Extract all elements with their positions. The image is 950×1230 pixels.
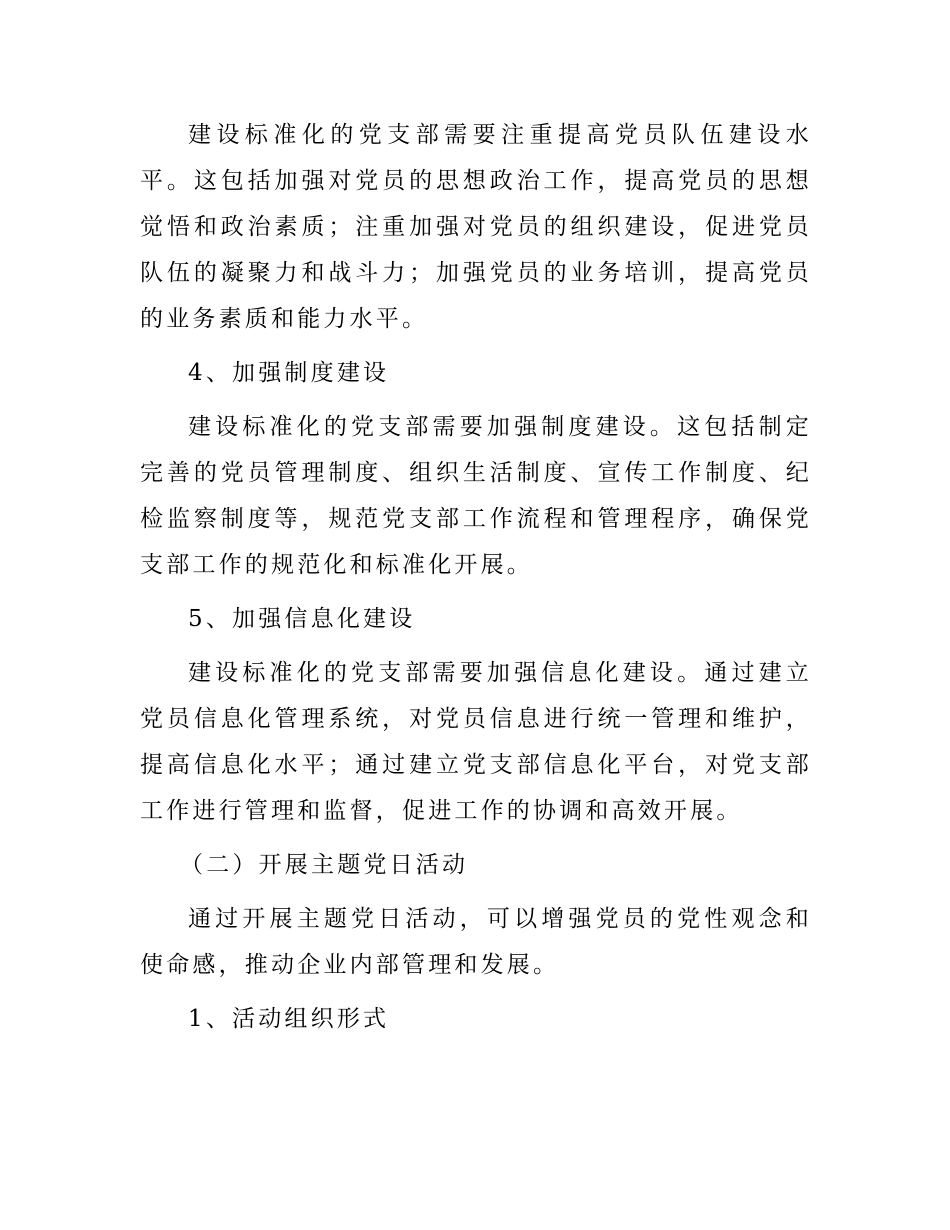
paragraph-team-building: 建设标准化的党支部需要注重提高党员队伍建设水平。这包括加强对党员的思想政治工作，提高党员的思想觉悟和政治素质；注重加强对党员的组织建设，促进党员队伍的凝聚力和战斗力；加强党员的业务培训，提高党员的业务素质和能力水平。 (140, 122, 812, 332)
paragraph-system-building: 建设标准化的党支部需要加强制度建设。这包括制定完善的党员管理制度、组织生活制度、宣传工作制度、纪检监察制度等，规范党支部工作流程和管理程序，确保党支部工作的规范化和标准化开展。 (140, 414, 812, 578)
heading-activity-format: 1、活动组织形式 (188, 1006, 390, 1032)
paragraph-informatization: 建设标准化的党支部需要加强信息化建设。通过建立党员信息化管理系统，对党员信息进行统一管理和维护，提高信息化水平；通过建立党支部信息化平台，对党支部工作进行管理和监督，促进工作的协调和高效开展。 (140, 660, 812, 824)
heading-informatization: 5、加强信息化建设 (188, 606, 416, 632)
subheading-theme-party-day: （二）开展主题党日活动 (180, 852, 469, 878)
document-body (140, 112, 812, 1050)
heading-system-building: 4、加强制度建设 (188, 360, 390, 386)
paragraph-theme-party-day: 通过开展主题党日活动，可以增强党员的党性观念和使命感，推动企业内部管理和发展。 (140, 906, 812, 978)
